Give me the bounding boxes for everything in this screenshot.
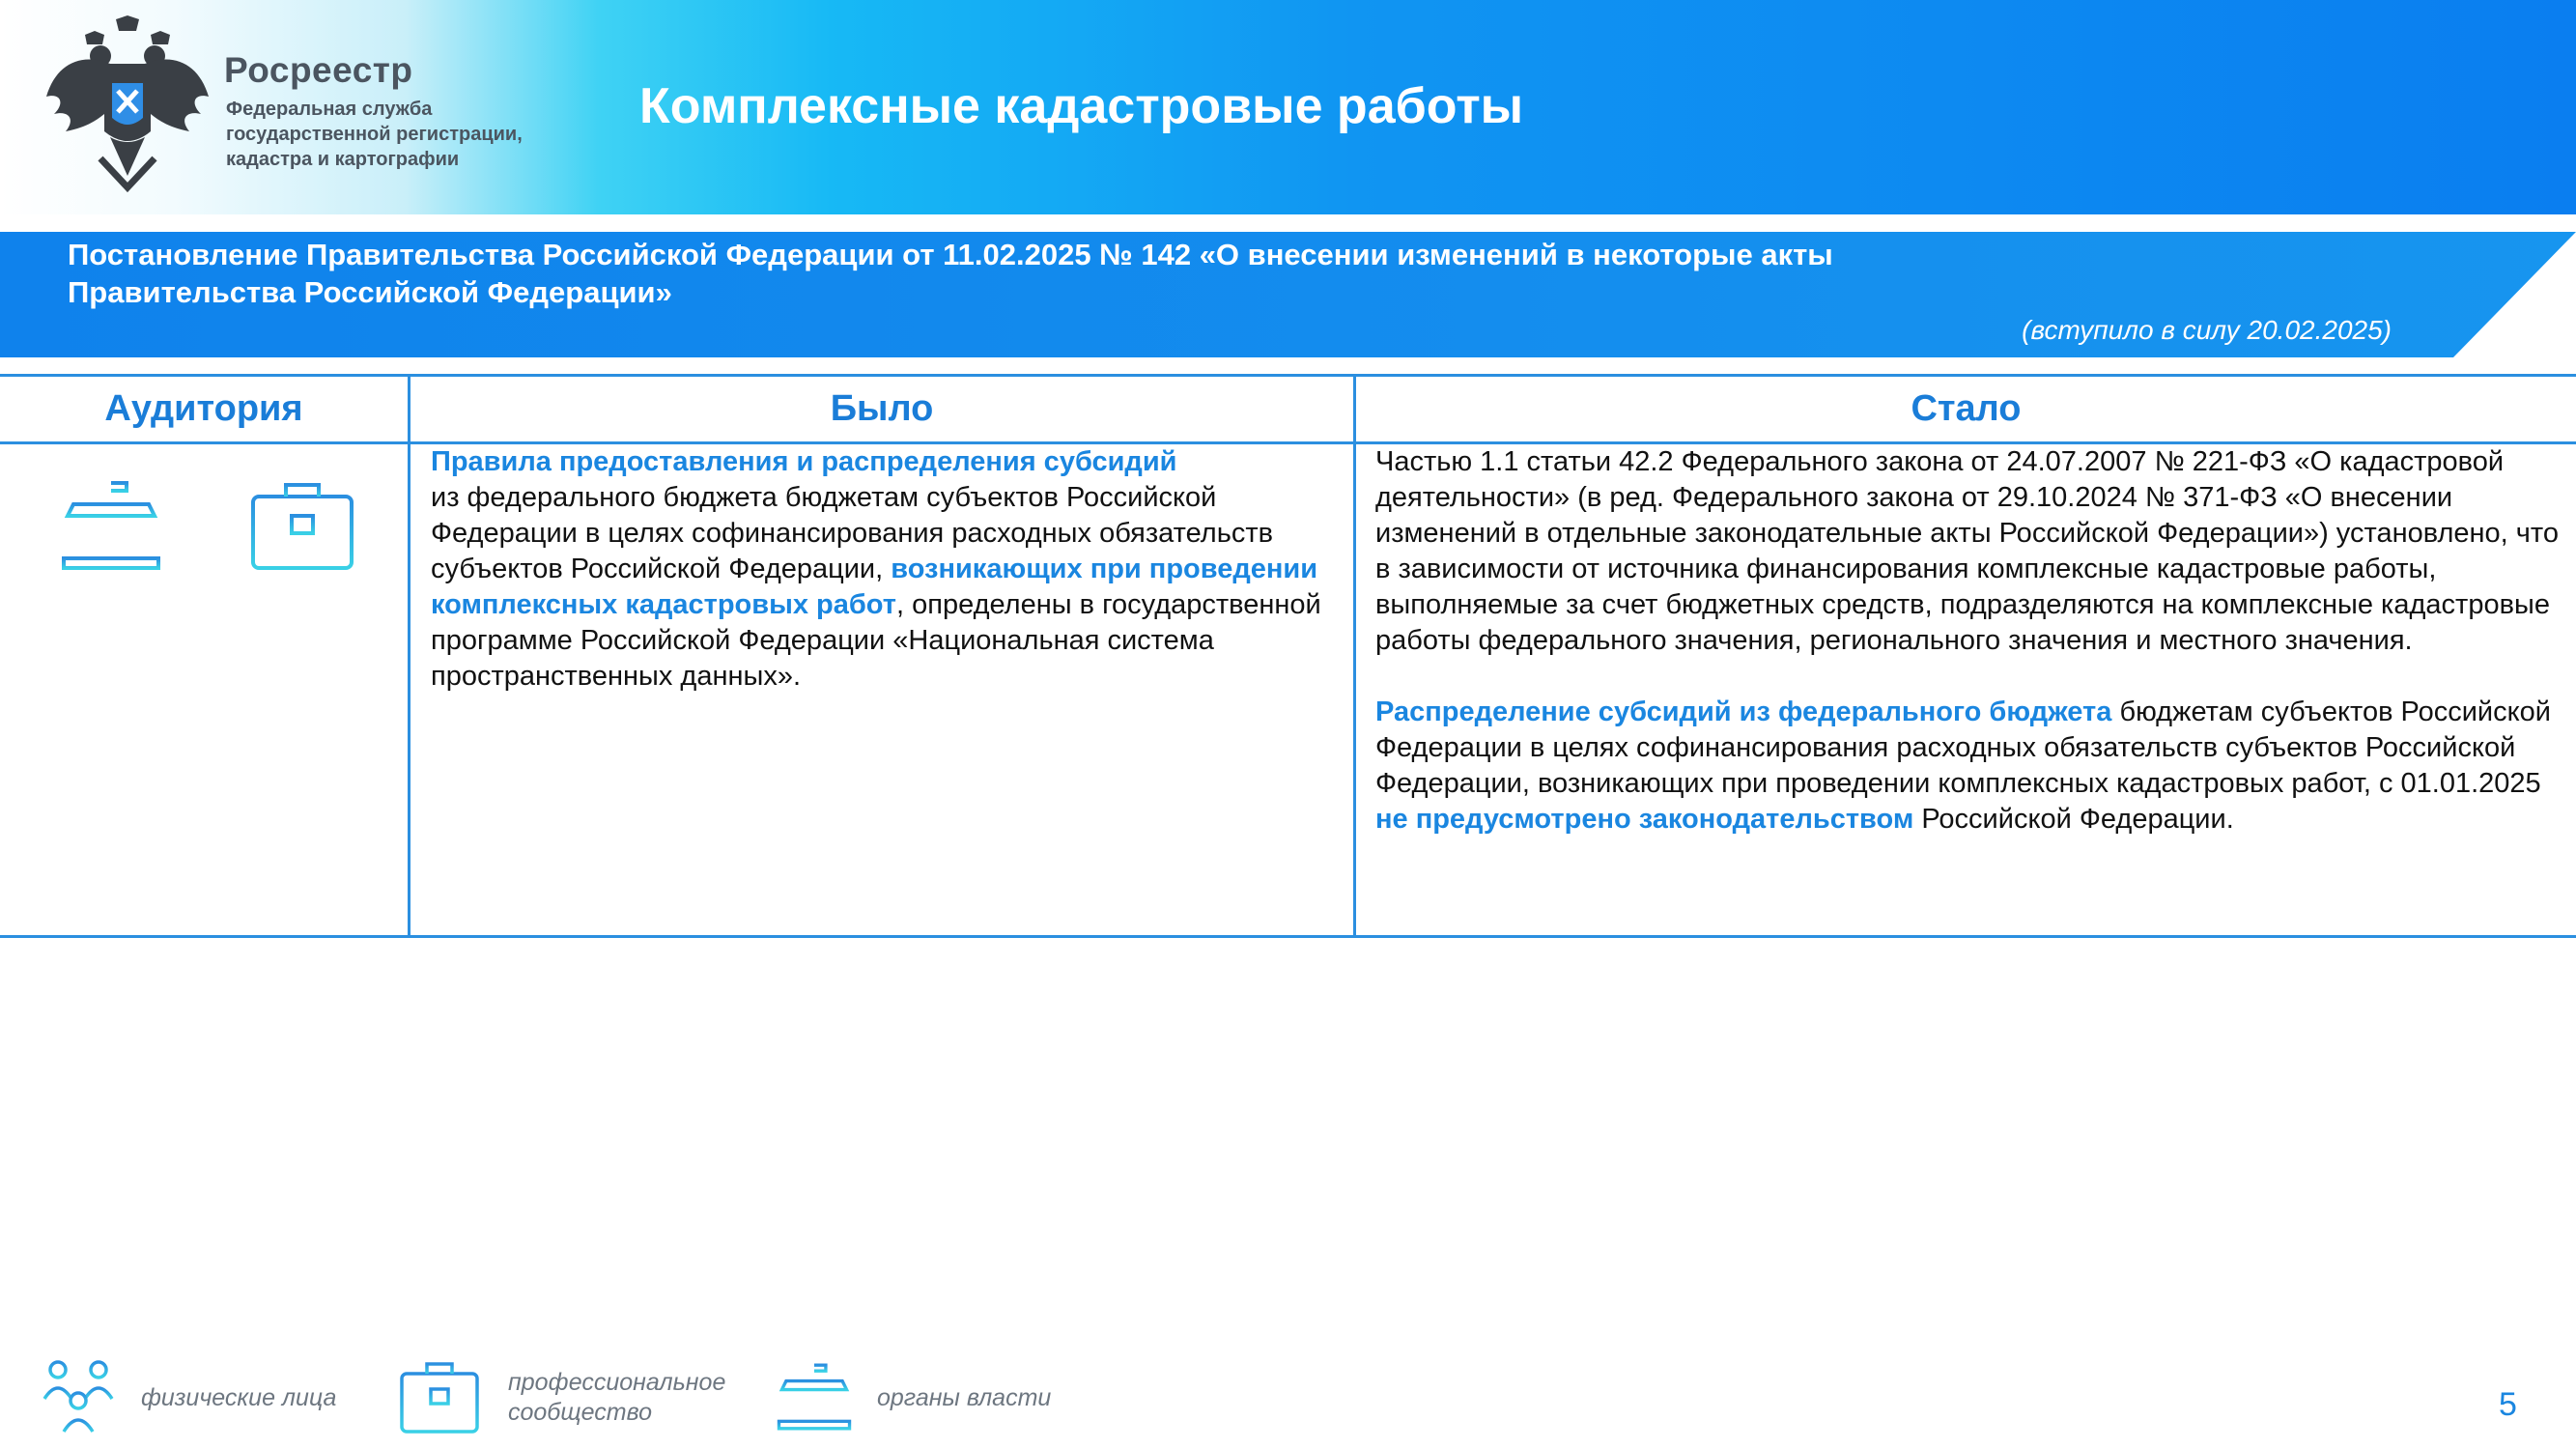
was-highlight-kkr: возникающих при проведении комплексных кадастровых работ: [431, 554, 1318, 620]
became-highlight-distribution: Распределение субсидий из федерального бюджета: [1375, 696, 2112, 727]
became-highlight-not-provided: не предусмотрено законодательством: [1375, 804, 1914, 835]
column-divider: [408, 377, 410, 935]
legend-individuals: [42, 1358, 116, 1438]
page-number: 5: [2499, 1386, 2517, 1423]
was-text-tail: , определены в государственной программе Российской Федерации «Национальная система пространственных данных».: [431, 589, 1321, 692]
column-divider: [1353, 377, 1356, 935]
became-text-tail: Российской Федерации.: [1921, 804, 2234, 835]
decree-title: Постановление Правительства Российской Федерации от 11.02.2025 № 142 «О внесении изменений в некоторые акты Правительства Российской Федерации»: [68, 238, 1833, 309]
header-audience: Аудитория: [104, 388, 303, 429]
decree-effective-date: (вступило в силу 20.02.2025): [2022, 315, 2392, 345]
legend-individuals-label: физические лица: [141, 1384, 337, 1411]
government-building-icon: [58, 477, 164, 574]
legend-professional-label: профессиональное сообщество: [508, 1369, 726, 1426]
became-paragraph-1: Частью 1.1 статьи 42.2 Федерального закона от 24.07.2007 № 221-ФЗ «О кадастровой деятельности» (в ред. Федерального закона от 29.10.2024 № 371-ФЗ «О внесении изменений в отдельные законодательные акты Российской Федерации») установлено, что в зависимости от источника финансирования комплексные кадастровые работы, выполняемые за счет бюджетных средств, подразделяются на комплексные кадастровые работы федерального значения, регионального значения и местного значения.: [1375, 446, 2559, 656]
rosreestr-emblem-icon: [42, 14, 212, 193]
brand-subtitle: Федеральная служба государственной регистрации, кадастра и картографии: [226, 99, 523, 170]
became-text: бюджетам субъектов Российской Федерации в целях софинансирования расходных обязательств субъектов Российской Федерации, возникающих при проведении комплексных кадастровых работ, с 01.01.2025: [1375, 696, 2551, 799]
header-bar: [0, 0, 2576, 214]
became-paragraph-2: [1375, 695, 2563, 838]
briefcase-icon: [249, 477, 355, 574]
header-was: Было: [830, 388, 934, 429]
government-building-icon: [775, 1358, 854, 1435]
comparison-table: [0, 374, 2576, 938]
briefcase-icon: [398, 1358, 481, 1435]
audience-cell: [58, 477, 355, 579]
legend-professional: [398, 1358, 481, 1440]
was-highlight-rules: Правила предоставления и распределения субсидий: [431, 446, 1177, 477]
people-icon: [42, 1358, 116, 1434]
was-text: из федерального бюджета бюджетам субъектов Российской Федерации в целях софинансирования расходных обязательств субъектов Российской Федерации,: [431, 482, 1274, 584]
became-cell: [1375, 444, 2563, 838]
header-became: Стало: [1911, 388, 2022, 429]
brand-name: Росреестр: [224, 50, 413, 90]
page-title: Комплексные кадастровые работы: [639, 78, 1524, 134]
legend-authorities-label: органы власти: [877, 1384, 1052, 1411]
was-cell: [431, 444, 1339, 695]
legend-authorities: [775, 1358, 854, 1440]
